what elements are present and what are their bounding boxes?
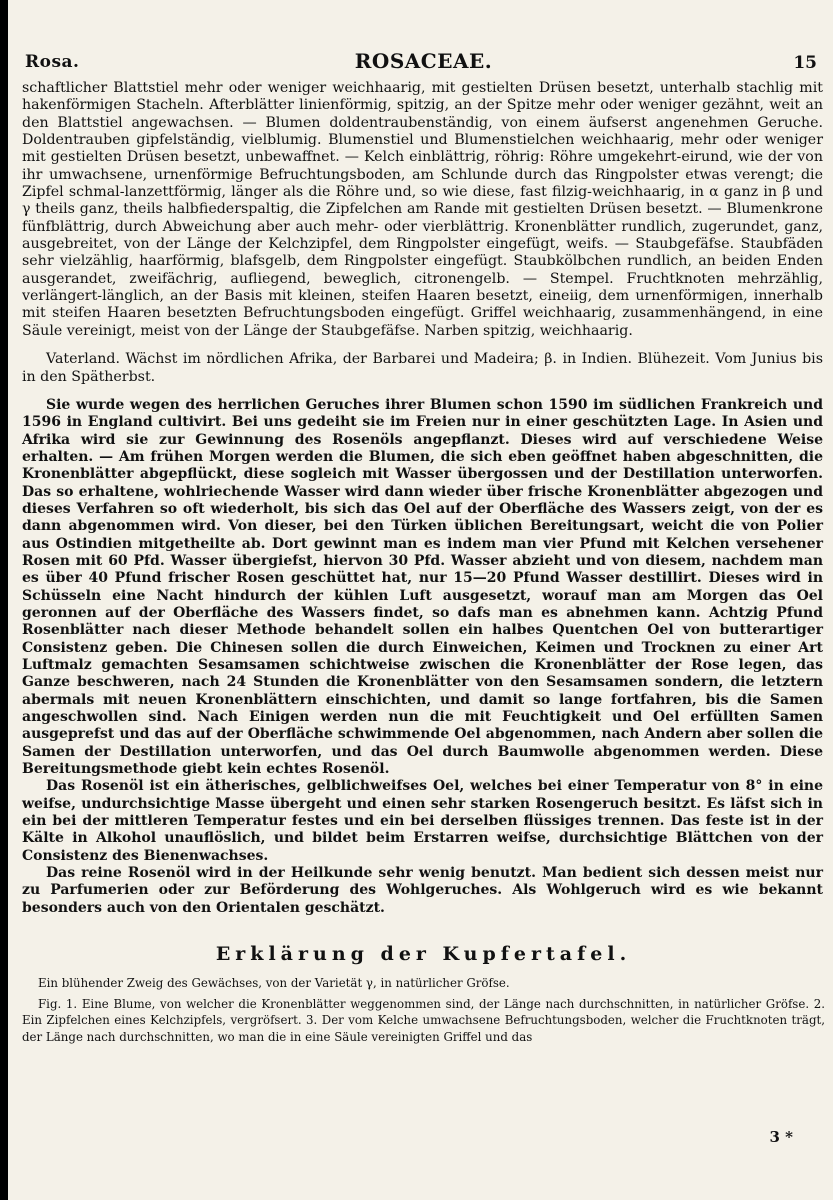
main-text <box>22 80 825 917</box>
history-paragraph: Sie wurde wegen des herrlichen Geruches ihrer Blumen schon 1590 im südlichen Frankreich und 1596 in England cultivirt. Bei uns gedeiht sie im Freien nur in einer geschützten Lage. In Asien und Afrika wird sie zur Gewinnung des Rosenöls angepflanzt. Dieses wird auf verschiedene Weise erhalten. — Am frühen Morgen werden die Blumen, die sich eben geöffnet haben abgeschnitten, die Kronenblätter abgepflückt, diese sogleich mit Wasser übergossen und der Destillation unterworfen. Das so erhaltene, wohlriechende Wasser wird dann wieder über frische Kronenblätter abgezogen und dieses Verfahren so oft wiederholt, bis sich das Oel auf der Oberfläche des Wassers zeigt, von der es dann abgenommen wird. Von dieser, bei den Türken üblichen Bereitungsart, weicht die von Polier aus Ostindien mitgetheilte ab. Dort gewinnt man es indem man vier Pfund mit Kelchen versehener Rosen mit 60 Pfd. Wasser übergiefst, hiervon 30 Pfd. Wasser abzieht und von diesem, nachdem man es über 40 Pfund frischer Rosen geschüttet hat, nur 15—20 Pfund Wasser destillirt. Dieses wird in Schüsseln eine Nacht hindurch der kühlen Luft ausgesetzt, worauf man am Morgen das Oel geronnen auf der Oberfläche des Wassers findet, so dafs man es abnehmen kann. Achtzig Pfund Rosenblätter nach dieser Methode behandelt sollen ein halbes Quentchen Oel von butterartiger Consistenz geben. Die Chinesen sollen die durch Einweichen, Keimen und Trocknen zu einer Art Luftmalz gemachten Sesamsamen schichtweise zwischen die Kronenblätter der Rose legen, das Ganze beschweren, nach 24 Stunden die Kronenblätter von den Sesamsamen sondern, die letztern abermals mit neuen Kronenblättern einschichten, und damit so lange fortfahren, bis die Samen angeschwollen sind. Nach Einigen werden nun die mit Feuchtigkeit und Oel erfüllten Samen ausgeprefst und das auf der Oberfläche schwimmende Oel abgenommen, nach Andern aber sollen die Samen der Destillation unterworfen, und das Oel durch Baumwolle abgenommen werden. Diese Bereitungsmethode giebt kein echtes Rosenöl. <box>22 396 823 778</box>
page-number: 15 <box>793 53 817 73</box>
book-page <box>8 0 833 1200</box>
plate-explanation-title: Erklärung der Kupfertafel. <box>215 943 632 966</box>
rose-oil-paragraph: Das Rosenöl ist ein ätherisches, gelblichweifses Oel, welches bei einer Temperatur von 8° in eine weifse, undurchsichtige Masse übergeht und einen sehr starken Rosengeruch besitzt. Es läfst sich in ein bei der mittleren Temperatur festes und ein bei derselben flüssiges trennen. Das feste ist in der Kälte in Alkohol unauflöslich, und bildet beim Erstarren weifse, durchsichtige Blättchen von der Consistenz des Bienenwachses. <box>22 778 823 864</box>
plate-line-2: Fig. 1. Eine Blume, von welcher die Kronenblätter weggenommen sind, der Länge nach durchschnitten, in natürlicher Gröfse. 2. Ein Zipfelchen eines Kelchzipfels, vergröfsert. 3. Der vom Kelche umwachsene Befruchtungsboden, welcher die Fruchtknoten trägt, der Länge nach durchschnitten, wo man die in eine Säule vereinigten Griffel und das <box>22 996 825 1044</box>
plate-line-1: Ein blühender Zweig des Gewächses, von der Varietät γ, in natürlicher Gröfse. <box>38 976 510 991</box>
use-paragraph: Das reine Rosenöl wird in der Heilkunde sehr wenig benutzt. Man bedient sich dessen meist nur zu Parfumerien oder zur Beförderung des Wohlgeruches. Als Wohlgeruch wird es wie bekannt besonders auch von den Orientalen geschätzt. <box>22 865 823 916</box>
genus-running-head: Rosa. <box>25 52 80 72</box>
description-paragraph: schaftlicher Blattstiel mehr oder weniger weichhaarig, mit gestielten Drüsen besetzt, unterhalb stachlig mit hakenförmigen Stacheln. Afterblätter linienförmig, spitzig, an der Spitze mehr oder weniger gezähnt, weit an den Blattstiel angewachsen. — Blumen doldentraubenständig, von einem äufserst angenehmen Geruche. Doldentrauben gipfelständig, vielblumig. Blumenstiel und Blumenstielchen weichhaarig, mehr oder weniger mit gestielten Drüsen besetzt, unbewaffnet. — Kelch einblättrig, röhrig: Röhre umgekehrt-eirund, wie der von ihr umwachsene, urnenförmige Befruchtungsboden, am Schlunde durch das Ringpolster etwas verengt; die Zipfel schmal-lanzettförmig, länger als die Röhre und, so wie diese, fast filzig-weichhaarig, in α ganz in β und γ theils ganz, theils halbfiederspaltig, die Zipfelchen am Rande mit gestielten Drüsen besetzt. — Blumenkrone fünfblättrig, durch Abweichung aber auch mehr- oder vierblättrig. Kronenblätter rundlich, zugerundet, ganz, ausgebreitet, von der Länge der Kelchzipfel, dem Ringpolster eingefügt, weifs. — Staubgefäfse. Staubfäden sehr vielzählig, haarförmig, blafsgelb, dem Ringpolster eingefügt. Staubkölbchen rundlich, an beiden Enden ausgerandet, zweifächrig, aufliegend, beweglich, citronengelb. — Stempel. Fruchtknoten mehrzählig, verlängert-länglich, an der Basis mit kleinen, steifen Haaren besetzt, eineiig, dem urnenförmigen, innerhalb mit steifen Haaren besetzten Befruchtungsboden eingefügt. Griffel weichhaarig, zusammenhängend, in eine Säule vereinigt, meist von der Länge der Staubgefäfse. Narben spitzig, weichhaarig. <box>22 80 823 339</box>
habitat-paragraph: Vaterland. Wächst im nördlichen Afrika, der Barbarei und Madeira; β. in Indien. Blühezeit. Vom Junius bis in den Spätherbst. <box>22 351 823 385</box>
plate-explanation <box>22 975 825 1045</box>
signature-mark: 3 * <box>769 1128 793 1146</box>
family-title: ROSACEAE. <box>354 49 493 73</box>
page-header <box>22 34 825 80</box>
